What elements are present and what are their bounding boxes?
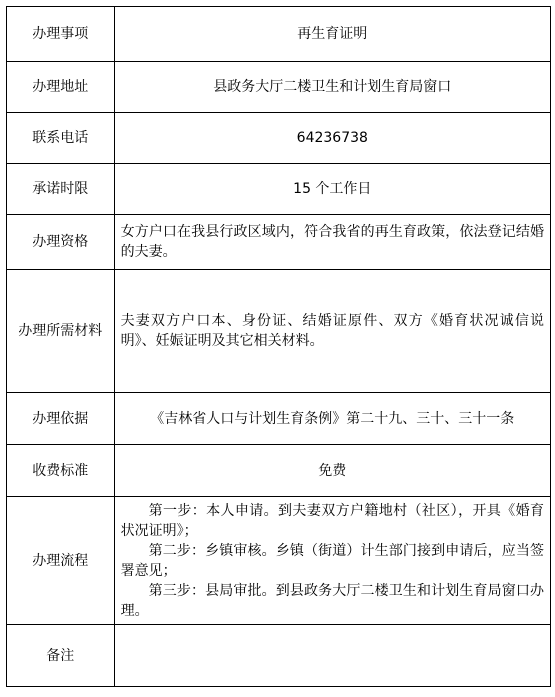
table-row	[7, 497, 551, 625]
row-label: 办理依据	[7, 393, 115, 445]
row-label: 办理所需材料	[7, 270, 115, 393]
table-row	[7, 7, 551, 62]
table-row	[7, 625, 551, 687]
row-value: 《吉林省人口与计划生育条例》第二十九、三十、三十一条	[114, 393, 550, 445]
row-value: 女方户口在我县行政区域内，符合我省的再生育政策，依法登记结婚的夫妻。	[114, 215, 550, 270]
row-label: 收费标准	[7, 445, 115, 497]
row-value-steps	[114, 497, 550, 625]
row-value: 免费	[114, 445, 550, 497]
table-row	[7, 215, 551, 270]
row-value: 64236738	[114, 113, 550, 164]
process-step: 第三步：县局审批。到县政务大厅二楼卫生和计划生育局窗口办理。	[120, 582, 544, 619]
row-label: 承诺时限	[7, 164, 115, 215]
row-label: 办理资格	[7, 215, 115, 270]
table-row	[7, 164, 551, 215]
row-value: 15 个工作日	[114, 164, 550, 215]
row-value: 再生育证明	[114, 7, 550, 62]
row-value	[114, 625, 550, 687]
row-label: 办理事项	[7, 7, 115, 62]
row-value: 县政务大厅二楼卫生和计划生育局窗口	[114, 62, 550, 113]
table-row	[7, 393, 551, 445]
table-row	[7, 113, 551, 164]
row-label: 办理地址	[7, 62, 115, 113]
service-info-table	[6, 6, 551, 687]
table-row	[7, 270, 551, 393]
row-label: 备注	[7, 625, 115, 687]
process-step: 第二步：乡镇审核。乡镇（街道）计生部门接到申请后，应当签署意见；	[120, 542, 544, 579]
table-row	[7, 62, 551, 113]
table-row	[7, 445, 551, 497]
row-value: 夫妻双方户口本、身份证、结婚证原件、双方《婚育状况诚信说明》、妊娠证明及其它相关材料。	[114, 270, 550, 393]
row-label: 联系电话	[7, 113, 115, 164]
row-label: 办理流程	[7, 497, 115, 625]
process-step: 第一步：本人申请。到夫妻双方户籍地村（社区），开具《婚育状况证明》；	[120, 502, 544, 539]
